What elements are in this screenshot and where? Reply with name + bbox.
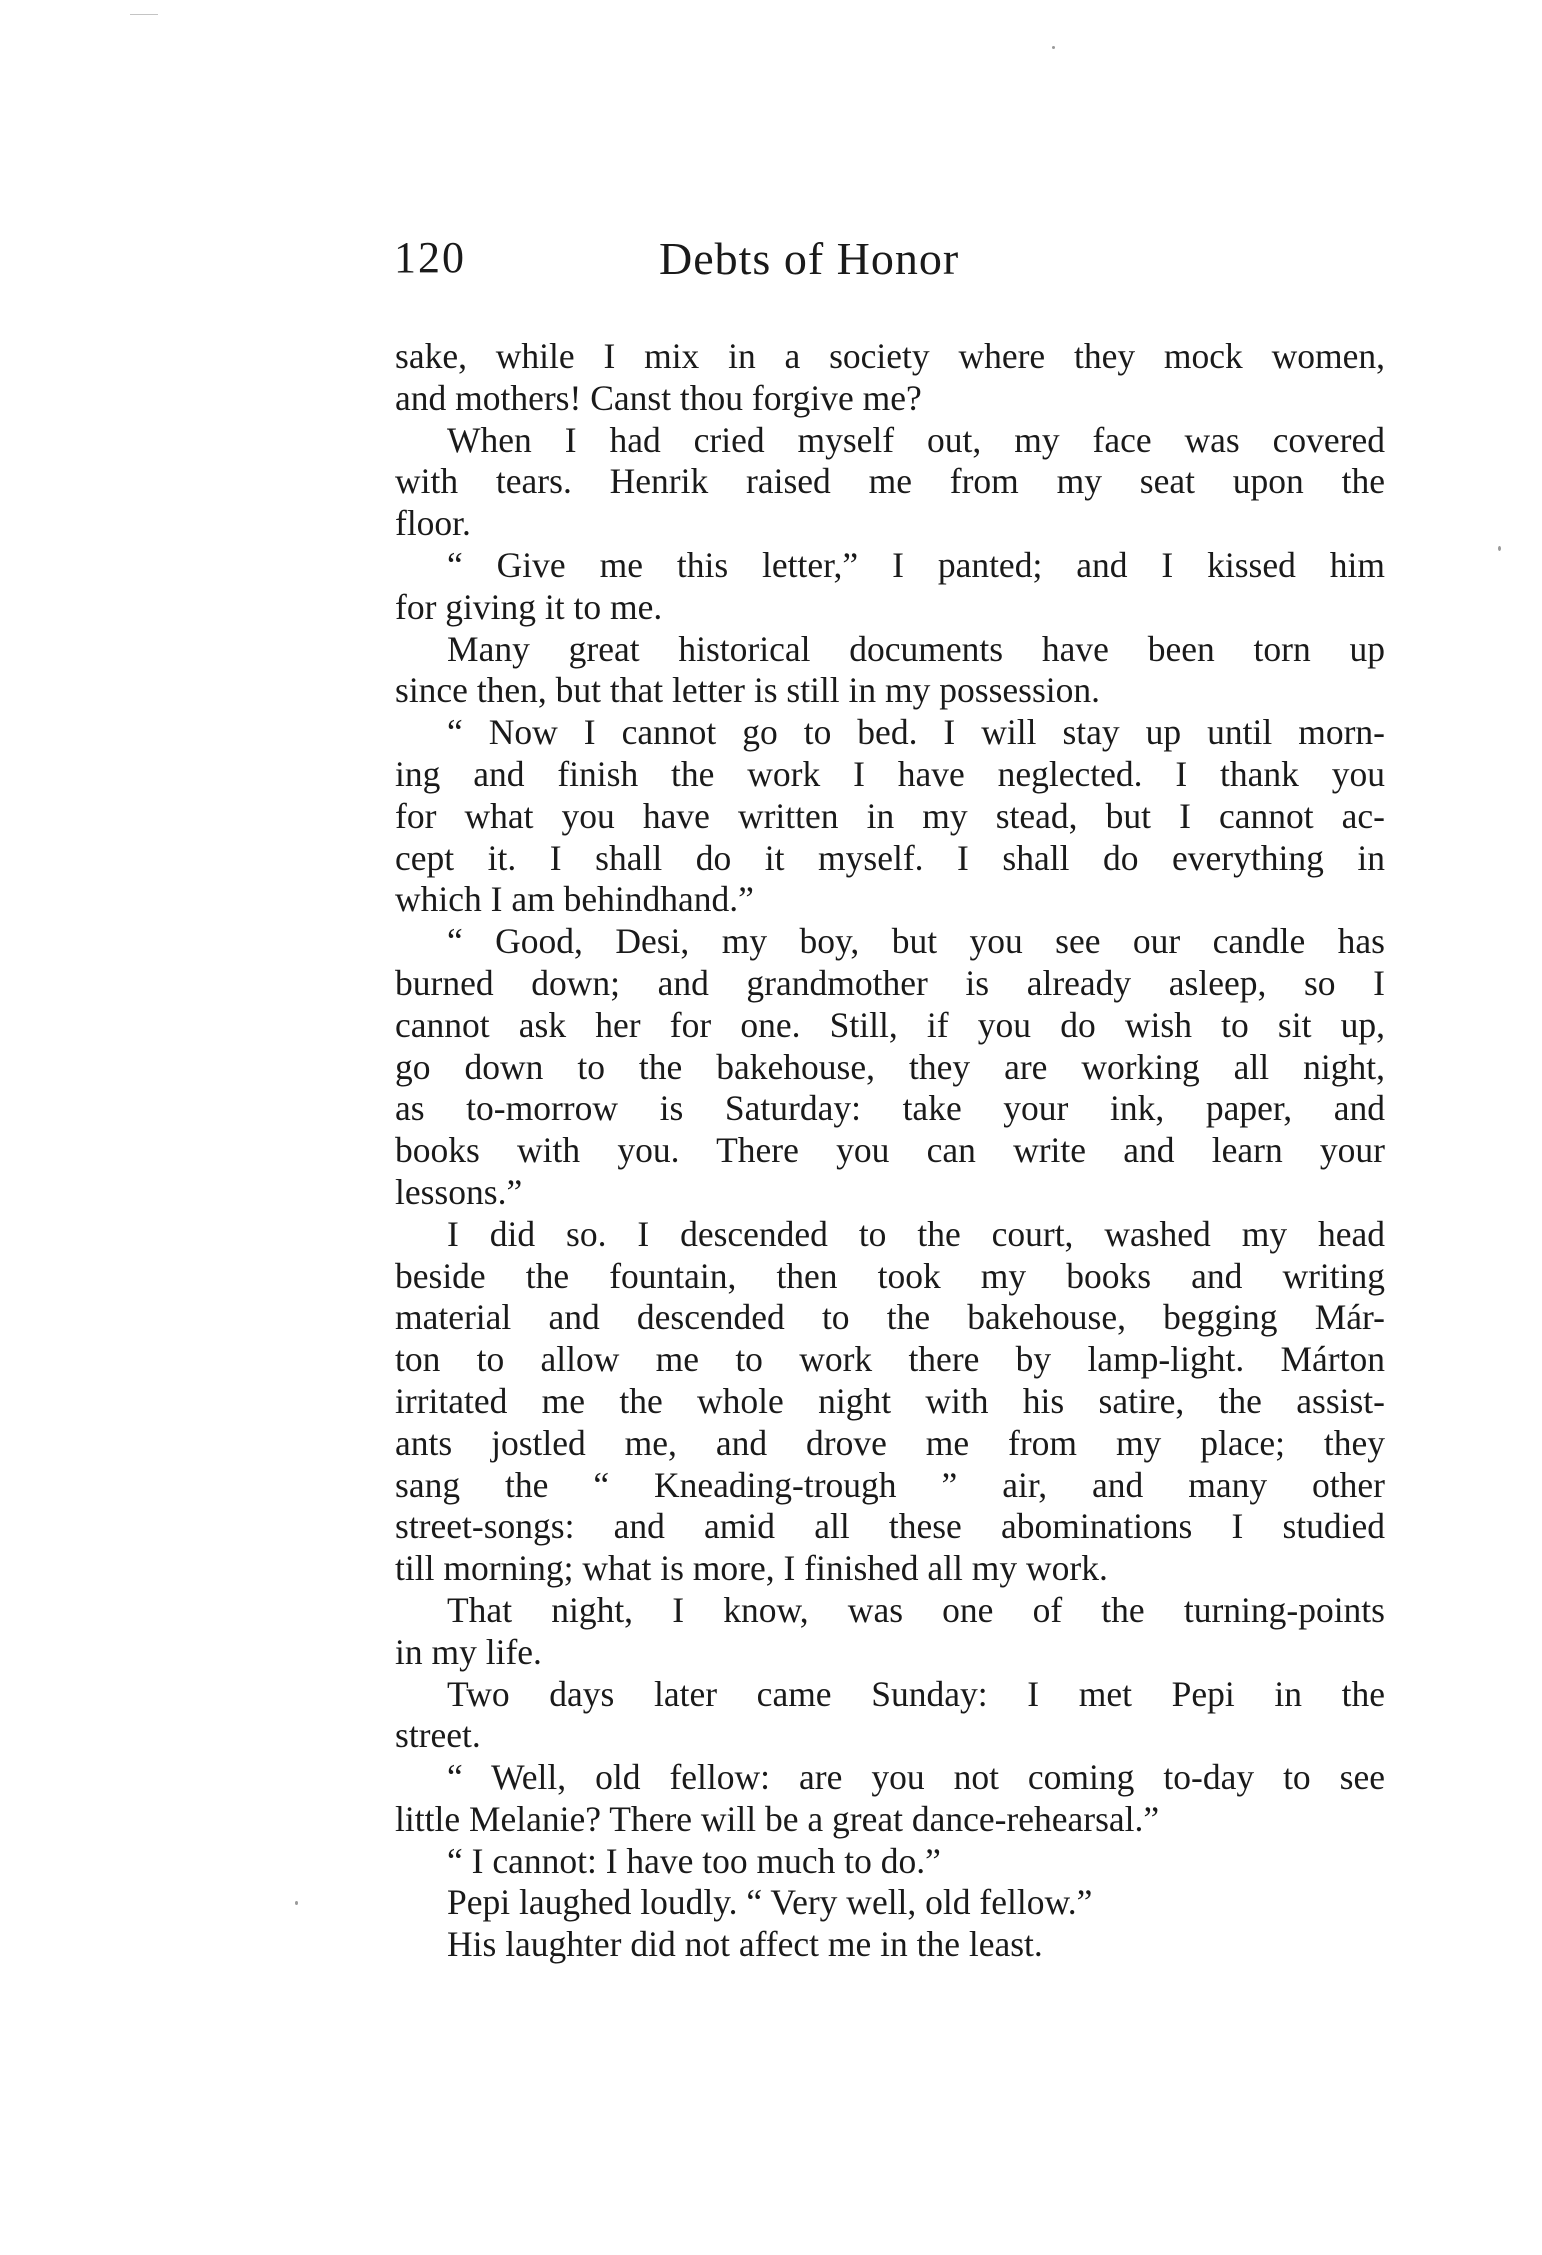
text-line: cannot ask her for one. Still, if you do wish to sit up,	[395, 1004, 1385, 1045]
running-title: Debts of Honor	[659, 233, 960, 284]
text-line: Pepi laughed loudly. “ Very well, old fellow.”	[447, 1882, 1093, 1923]
text-line: as to-morrow is Saturday: take your ink, paper, and	[395, 1088, 1385, 1129]
page-number: 120	[394, 233, 466, 282]
paper-speck	[295, 1901, 298, 1905]
text-line: lessons.”	[395, 1171, 523, 1212]
text-line: cept it. I shall do it myself. I shall do everything in	[395, 837, 1385, 878]
text-line: which I am behindhand.”	[395, 879, 754, 920]
text-line: burned down; and grandmother is already asleep, so I	[395, 962, 1385, 1003]
text-line: sang the “ Kneading-trough ” air, and many other	[395, 1464, 1385, 1505]
text-line: I did so. I descended to the court, washed my head	[447, 1213, 1385, 1254]
text-line: beside the fountain, then took my books and writing	[395, 1255, 1385, 1296]
text-line: ants jostled me, and drove me from my place; they	[395, 1422, 1385, 1463]
text-line: When I had cried myself out, my face was covered	[447, 419, 1385, 460]
text-line: for giving it to me.	[395, 586, 663, 627]
text-line: That night, I know, was one of the turning-points	[447, 1589, 1385, 1630]
text-line: and mothers! Canst thou forgive me?	[395, 377, 922, 418]
text-line: little Melanie? There will be a great dance-rehearsal.”	[395, 1798, 1160, 1839]
text-line: Two days later came Sunday: I met Pepi in the	[447, 1673, 1385, 1714]
text-line: with tears. Henrik raised me from my seat upon the	[395, 461, 1385, 502]
text-line: ton to allow me to work there by lamp-light. Márton	[395, 1339, 1385, 1380]
text-line: ing and finish the work I have neglected. I thank you	[395, 753, 1385, 794]
text-line: “ I cannot: I have too much to do.”	[447, 1840, 941, 1881]
paper-speck	[130, 14, 158, 15]
text-line: His laughter did not affect me in the least.	[447, 1924, 1043, 1965]
text-line: sake, while I mix in a society where they mock women,	[395, 336, 1385, 376]
text-line: material and descended to the bakehouse, begging Már-	[395, 1297, 1385, 1338]
text-line: “ Well, old fellow: are you not coming to-day to see	[447, 1757, 1385, 1798]
paper-speck	[1498, 546, 1501, 551]
text-line: “ Good, Desi, my boy, but you see our candle has	[447, 921, 1385, 962]
text-line: till morning; what is more, I finished all my work.	[395, 1548, 1108, 1589]
text-line: “ Give me this letter,” I panted; and I kissed him	[447, 544, 1385, 585]
text-line: in my life.	[395, 1631, 542, 1672]
text-line: books with you. There you can write and learn your	[395, 1130, 1385, 1171]
text-line: “ Now I cannot go to bed. I will stay up until morn-	[447, 712, 1385, 753]
text-line: street.	[395, 1715, 481, 1756]
text-line: for what you have written in my stead, but I cannot ac-	[395, 795, 1385, 836]
body-text	[395, 336, 1385, 1966]
text-line: irritated me the whole night with his satire, the assist-	[395, 1380, 1385, 1421]
text-line: go down to the bakehouse, they are working all night,	[395, 1046, 1385, 1087]
running-header	[394, 232, 1074, 302]
text-line: Many great historical documents have been torn up	[447, 628, 1385, 669]
text-line: street-songs: and amid all these abominations I studied	[395, 1506, 1385, 1547]
text-line: floor.	[395, 503, 471, 544]
paper-speck	[1052, 46, 1055, 49]
text-line: since then, but that letter is still in my possession.	[395, 670, 1101, 711]
